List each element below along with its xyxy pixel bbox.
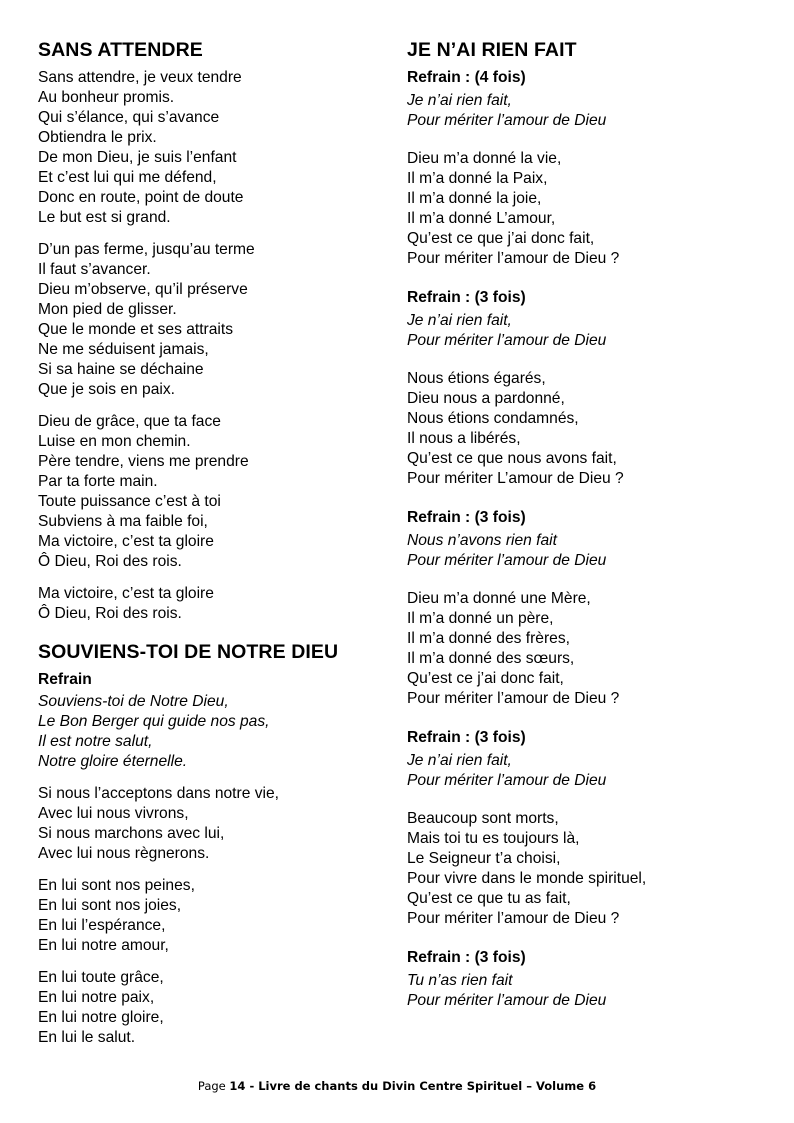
lyric-line: Il est notre salut,	[38, 733, 153, 750]
refrain-block	[407, 68, 777, 131]
lyric-line: Mon pied de glisser.	[38, 301, 177, 318]
lyric-line: Il m’a donné L’amour,	[407, 210, 556, 227]
lyric-line: Pour mériter l’amour de Dieu	[407, 552, 607, 569]
lyric-line: Par ta forte main.	[38, 473, 158, 490]
lyric-line: Au bonheur promis.	[38, 89, 175, 106]
lyric-line: En lui notre amour,	[38, 937, 169, 954]
song	[407, 38, 777, 1011]
right-column	[407, 38, 777, 1029]
refrain-lyrics	[407, 531, 777, 571]
lyric-line: Toute puissance c’est à toi	[38, 493, 221, 510]
lyric-line: Avec lui nous vivrons,	[38, 805, 189, 822]
refrain-block	[407, 948, 777, 1011]
lyric-line: En lui sont nos peines,	[38, 877, 195, 894]
stanza	[407, 809, 777, 929]
lyric-line: Pour vivre dans le monde spirituel,	[407, 870, 647, 887]
stanza	[38, 784, 378, 864]
lyric-line: Subviens à ma faible foi,	[38, 513, 208, 530]
lyric-line: Mais toi tu es toujours là,	[407, 830, 580, 847]
refrain-label: Refrain	[38, 671, 92, 688]
lyric-line: Et c’est lui qui me défend,	[38, 169, 217, 186]
refrain-lyrics	[407, 751, 777, 791]
refrain-label: Refrain : (3 fois)	[407, 729, 526, 746]
lyric-line: Le but est si grand.	[38, 209, 171, 226]
lyric-line: Nous étions condamnés,	[407, 410, 579, 427]
stanza	[38, 876, 378, 956]
left-column	[38, 38, 378, 1064]
lyric-line: Il m’a donné la Paix,	[407, 170, 548, 187]
lyric-line: Souviens-toi de Notre Dieu,	[38, 693, 229, 710]
lyric-line: Si nous l’acceptons dans notre vie,	[38, 785, 279, 802]
lyric-line: En lui toute grâce,	[38, 969, 164, 986]
lyric-line: Il m’a donné un père,	[407, 610, 554, 627]
lyric-line: Qui s’élance, qui s’avance	[38, 109, 220, 126]
lyric-line: Dieu de grâce, que ta face	[38, 413, 221, 430]
lyric-line: Sans attendre, je veux tendre	[38, 69, 242, 86]
refrain-label: Refrain : (3 fois)	[407, 949, 526, 966]
stanza	[38, 584, 378, 624]
lyric-line: Que le monde et ses attraits	[38, 321, 234, 338]
lyric-line: Si nous marchons avec lui,	[38, 825, 225, 842]
lyric-line: Dieu m’observe, qu’il préserve	[38, 281, 248, 298]
refrain-lyrics	[407, 91, 777, 131]
lyric-line: Je n’ai rien fait,	[407, 92, 512, 109]
refrain-lyrics	[407, 971, 777, 1011]
lyric-line: Nous n’avons rien fait	[407, 532, 557, 549]
stanza	[407, 369, 777, 489]
lyric-line: Ma victoire, c’est ta gloire	[38, 533, 214, 550]
lyric-line: Pour mériter l’amour de Dieu ?	[407, 250, 620, 267]
lyric-line: Pour mériter l’amour de Dieu	[407, 112, 607, 129]
lyric-line: Il m’a donné la joie,	[407, 190, 542, 207]
stanza	[38, 968, 378, 1048]
lyric-line: Luise en mon chemin.	[38, 433, 191, 450]
refrain-block	[407, 508, 777, 571]
footer-prefix: Page	[197, 1079, 230, 1093]
lyric-line: Dieu m’a donné la vie,	[407, 150, 562, 167]
stanza	[38, 412, 378, 572]
stanza	[407, 589, 777, 709]
lyric-line: Ô Dieu, Roi des rois.	[38, 553, 182, 570]
lyric-line: D’un pas ferme, jusqu’au terme	[38, 241, 255, 258]
song-title: SOUVIENS-TOI DE NOTRE DIEU	[38, 641, 339, 663]
refrain-block	[407, 288, 777, 351]
lyric-line: Ne me séduisent jamais,	[38, 341, 209, 358]
lyric-line: En lui notre gloire,	[38, 1009, 164, 1026]
stanza	[407, 149, 777, 269]
page-footer	[0, 1079, 794, 1093]
lyric-line: Je n’ai rien fait,	[407, 752, 512, 769]
lyric-line: En lui l’espérance,	[38, 917, 166, 934]
lyric-line: Ô Dieu, Roi des rois.	[38, 605, 182, 622]
lyric-line: Il nous a libérés,	[407, 430, 521, 447]
lyric-line: Que je sois en paix.	[38, 381, 175, 398]
lyric-line: Dieu nous a pardonné,	[407, 390, 565, 407]
refrain-lyrics	[407, 311, 777, 351]
lyric-line: Pour mériter l’amour de Dieu	[407, 992, 607, 1009]
refrain-label: Refrain : (4 fois)	[407, 69, 526, 86]
lyric-line: Je n’ai rien fait,	[407, 312, 512, 329]
song	[38, 38, 378, 624]
lyric-line: Il m’a donné des sœurs,	[407, 650, 575, 667]
lyric-line: Il m’a donné des frères,	[407, 630, 570, 647]
lyric-line: Si sa haine se déchaine	[38, 361, 204, 378]
lyric-line: En lui notre paix,	[38, 989, 155, 1006]
lyric-line: Il faut s’avancer.	[38, 261, 151, 278]
lyric-line: Beaucoup sont morts,	[407, 810, 559, 827]
lyric-line: Donc en route, point de doute	[38, 189, 244, 206]
stanza	[38, 68, 378, 228]
song	[38, 640, 378, 1048]
lyric-line: Qu’est ce j’ai donc fait,	[407, 670, 564, 687]
footer-page-number: 14	[229, 1079, 246, 1093]
refrain-block	[407, 728, 777, 791]
song-title: JE N’AI RIEN FAIT	[407, 39, 577, 61]
lyric-line: Nous étions égarés,	[407, 370, 546, 387]
lyric-line: Pour mériter l’amour de Dieu	[407, 772, 607, 789]
lyric-line: Tu n’as rien fait	[407, 972, 513, 989]
lyric-line: Pour mériter l’amour de Dieu ?	[407, 910, 620, 927]
lyric-line: Qu’est ce que nous avons fait,	[407, 450, 617, 467]
lyric-line: Dieu m’a donné une Mère,	[407, 590, 591, 607]
lyric-line: Pour mériter l’amour de Dieu	[407, 332, 607, 349]
song-title: SANS ATTENDRE	[38, 39, 203, 61]
refrain-lyrics	[38, 692, 378, 772]
refrain-block	[38, 670, 378, 772]
lyric-line: Qu’est ce que tu as fait,	[407, 890, 571, 907]
lyric-line: Avec lui nous règnerons.	[38, 845, 210, 862]
stanza	[38, 240, 378, 400]
lyric-line: En lui sont nos joies,	[38, 897, 182, 914]
lyric-line: Père tendre, viens me prendre	[38, 453, 249, 470]
lyric-line: En lui le salut.	[38, 1029, 136, 1046]
lyric-line: Le Bon Berger qui guide nos pas,	[38, 713, 270, 730]
footer-book-title: - Livre de chants du Divin Centre Spirituel – Volume 6	[245, 1079, 597, 1093]
lyric-line: Pour mériter l’amour de Dieu ?	[407, 690, 620, 707]
lyric-line: Notre gloire éternelle.	[38, 753, 188, 770]
lyric-line: Qu’est ce que j’ai donc fait,	[407, 230, 595, 247]
refrain-label: Refrain : (3 fois)	[407, 509, 526, 526]
lyric-line: Le Seigneur t’a choisi,	[407, 850, 561, 867]
refrain-label: Refrain : (3 fois)	[407, 289, 526, 306]
lyric-line: Obtiendra le prix.	[38, 129, 157, 146]
lyric-line: Pour mériter L’amour de Dieu ?	[407, 470, 624, 487]
lyric-line: Ma victoire, c’est ta gloire	[38, 585, 214, 602]
lyric-line: De mon Dieu, je suis l’enfant	[38, 149, 237, 166]
